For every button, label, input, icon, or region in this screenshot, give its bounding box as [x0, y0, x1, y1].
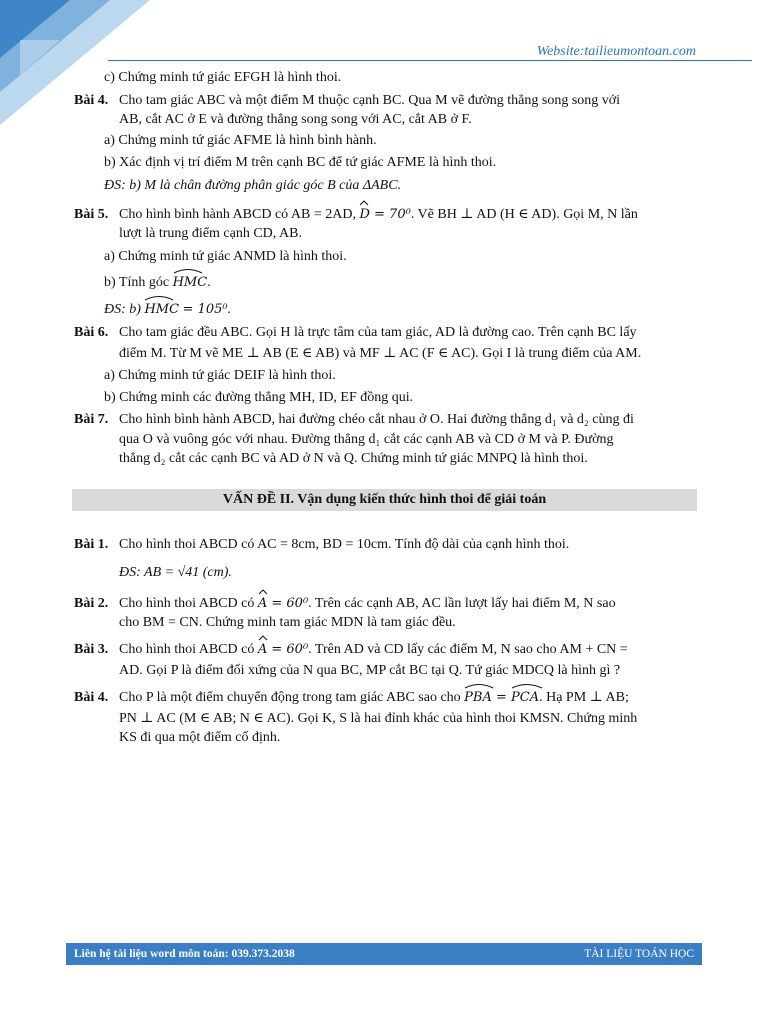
angle-d: [359, 205, 410, 224]
bai6-line2: điểm M. Từ M vẽ ME ⊥ AB (E ∈ AB) và MF ⊥ AC (F ∈ AC). Gọi I là trung điểm của AM.: [119, 346, 642, 361]
bai7-label: Bài 7.: [74, 412, 109, 427]
s2-bai3-label: Bài 3.: [74, 642, 109, 657]
s2-bai1-answer: ĐS: AB = √41 (cm).: [119, 565, 232, 580]
bai7-line3: thẳng d₂ cắt các cạnh BC và AD ở N và Q. Chứng minh tứ giác MNPQ là hình thoi.: [119, 451, 588, 466]
s2-bai4-line1-a: Cho P là một điểm chuyển động trong tam giác ABC sao cho: [119, 690, 461, 705]
s2-bai3-line1-b: . Trên AD và CD lấy các điểm M, N sao cho AM + CN =: [308, 642, 628, 657]
bai6-part-a: a) Chứng minh tứ giác DEIF là hình thoi.: [104, 368, 336, 383]
bai5-part-a: a) Chứng minh tứ giác ANMD là hình thoi.: [104, 249, 347, 264]
s2-bai2-label: Bài 2.: [74, 596, 109, 611]
angle-d-text: D = 70⁰: [359, 207, 411, 222]
bai4-answer: ĐS: b) M là chân đường phân giác góc B của ΔABC.: [104, 178, 402, 193]
answer-angle-value: = 105⁰: [182, 302, 228, 317]
angle-hat-icon: [359, 200, 369, 206]
bai6-part-b: b) Chứng minh các đường thẳng MH, ID, EF đồng qui.: [104, 390, 414, 405]
section-title-bar: VẤN ĐỀ II. Vận dụng kiến thức hình thoi để giải toán: [72, 489, 697, 511]
bai5-line2: lượt là trung điểm cạnh CD, AB.: [119, 226, 302, 241]
footer-contact: Liên hệ tài liệu word môn toán: 039.373.2038: [74, 948, 295, 960]
answer-angle-hmc: [144, 300, 179, 319]
bai7-line1: Cho hình bình hành ABCD, hai đường chéo cắt nhau ở O. Hai đường thẳng d₁ và d₂ cùng đi: [119, 412, 634, 427]
angle-hmc-text: HMC: [172, 275, 208, 290]
s2-bai1-line1: Cho hình thoi ABCD có AC = 8cm, BD = 10cm. Tính độ dài của cạnh hình thoi.: [119, 537, 570, 552]
s2-bai2-angle-a-text: A = 60⁰: [257, 596, 309, 611]
bai6-label: Bài 6.: [74, 325, 109, 340]
bai5-answer: ĐS: b) HMC = 105⁰.: [104, 300, 696, 319]
angle-hat-icon: [258, 589, 268, 595]
s2-bai4-line2: PN ⊥ AC (M ∈ AB; N ∈ AC). Gọi K, S là hai đỉnh khác của hình thoi KMSN. Chứng minh: [119, 711, 638, 726]
s2-bai1-label: Bài 1.: [74, 537, 109, 552]
bai4-label: Bài 4.: [74, 93, 109, 108]
answer-angle-hmc-text: HMC: [144, 302, 180, 317]
bai4-part-b: b) Xác định vị trí điểm M trên cạnh BC để tứ giác AFME là hình thoi.: [104, 155, 497, 170]
header-divider: [108, 60, 752, 61]
s2-bai3-line1-a: Cho hình thoi ABCD có: [119, 642, 255, 657]
bai5-line1-a: Cho hình bình hành ABCD có AB = 2AD,: [119, 207, 356, 222]
s2-bai3-angle-a-text: A = 60⁰: [257, 642, 309, 657]
bai5-label: Bài 5.: [74, 207, 109, 222]
bai5-line1: [119, 205, 696, 224]
s2-bai3-line2: AD. Gọi P là điểm đối xứng của N qua BC, MP cắt BC tại Q. Tứ giác MDCQ là hình gì ?: [119, 663, 621, 678]
angle-arc-icon: [173, 268, 203, 274]
s2-bai3-angle-a: [258, 640, 308, 659]
bai4-line1: Cho tam giác ABC và một điểm M thuộc cạnh BC. Qua M vẽ đường thẳng song song với: [119, 93, 621, 108]
bai6-line1: Cho tam giác đều ABC. Gọi H là trực tâm của tam giác, AD là đường cao. Trên cạnh BC lấy: [119, 325, 637, 340]
angle-arc-icon: [464, 683, 544, 689]
s2-bai2-line1-a: Cho hình thoi ABCD có: [119, 596, 255, 611]
footer-bar: [66, 943, 702, 965]
bai5-part-b: b) Tính góc HMC.: [104, 273, 696, 292]
s2-bai2-line2: cho BM = CN. Chứng minh tam giác MDN là tam giác đều.: [119, 615, 456, 630]
angle-arc-icon: [144, 295, 174, 301]
footer-brand: TÀI LIỆU TOÁN HỌC: [584, 948, 694, 960]
bai5-line1-b: . Vẽ BH ⊥ AD (H ∈ AD). Gọi M, N lần: [410, 207, 638, 222]
bai7-line2: qua O và vuông góc với nhau. Đường thẳng d₁ cắt các cạnh AB và CD ở M và P. Đường: [119, 432, 614, 447]
s2-bai2-angle-a: [258, 594, 308, 613]
bai4-part-a: a) Chứng minh tứ giác AFME là hình bình hành.: [104, 133, 377, 148]
s2-bai2-line1-b: . Trên các cạnh AB, AC lần lượt lấy hai điểm M, N sao: [308, 596, 616, 611]
angle-hmc: [173, 273, 208, 292]
s2-bai4-angle-eq: [464, 688, 539, 707]
bai4-line2: AB, cắt AC ở E và đường thẳng song song với AC, cắt AB ở F.: [119, 112, 472, 127]
s2-bai4-line1-b: . Hạ PM ⊥ AB;: [539, 690, 629, 705]
s2-bai4-label: Bài 4.: [74, 690, 109, 705]
bai5-answer-prefix: ĐS: b): [104, 302, 141, 317]
s2-bai4-angle-eq-text: PBA = PCA: [464, 690, 540, 705]
s2-bai4-line1: [119, 688, 696, 707]
bai5-part-b-prefix: b) Tính góc: [104, 275, 170, 290]
part-c-line: c) Chứng minh tứ giác EFGH là hình thoi.: [104, 70, 342, 85]
header-website: Website:tailieumontoan.com: [536, 44, 696, 59]
s2-bai3-line1: [119, 640, 696, 659]
s2-bai4-line3: KS đi qua một điểm cố định.: [119, 730, 281, 745]
angle-hat-icon: [258, 635, 268, 641]
s2-bai2-line1: [119, 594, 696, 613]
